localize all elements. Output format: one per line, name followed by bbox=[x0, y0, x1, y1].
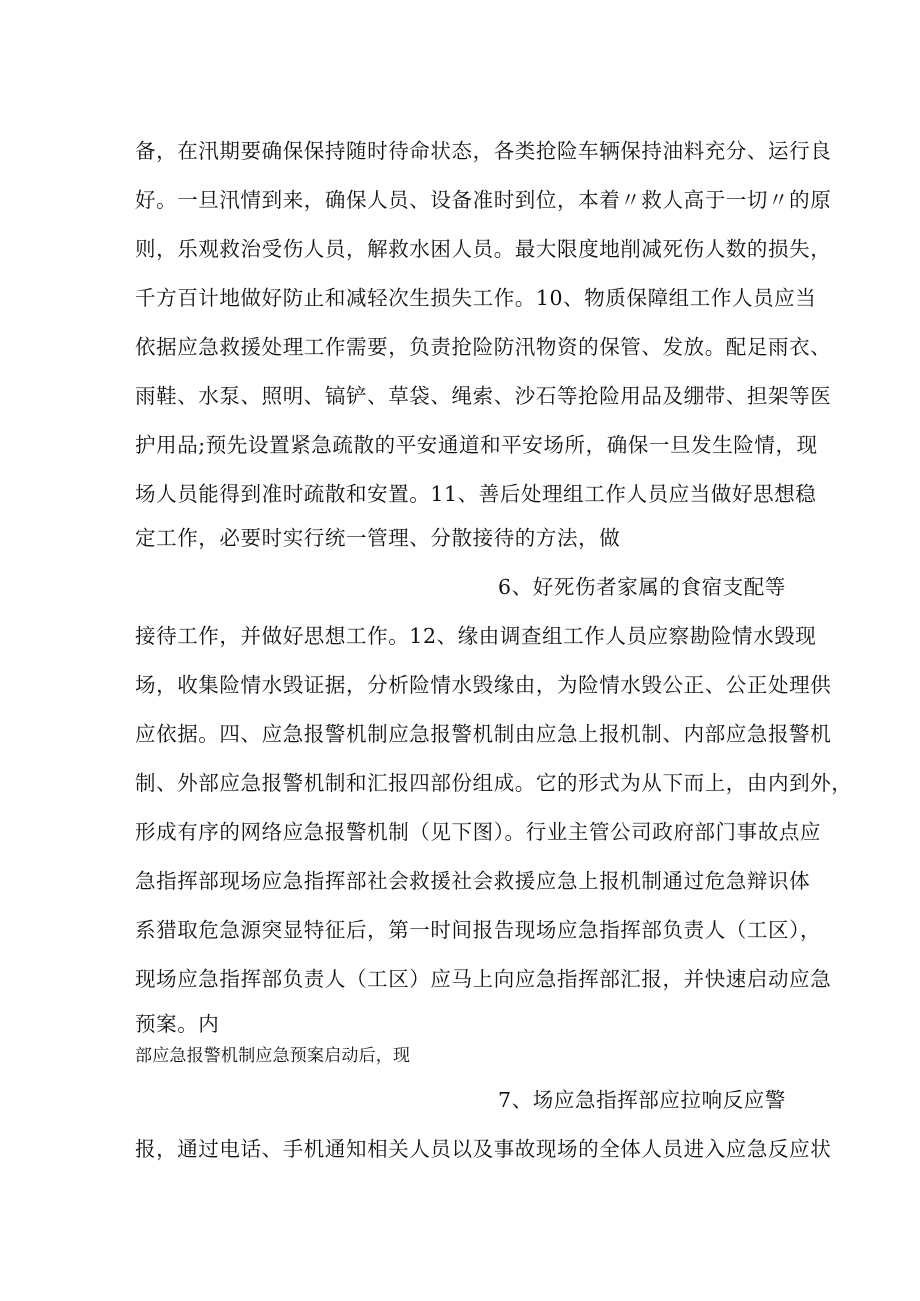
text-line: 雨鞋、水泵、照明、镐铲、草袋、绳索、沙石等抢险用品及绷带、担架等医 bbox=[135, 384, 832, 408]
text-line: 报，通过电话、手机通知相关人员以及事故现场的全体人员进入应急反应状 bbox=[135, 1137, 832, 1161]
text-line: 场，收集险情水毁证据，分析险情水毁缘由，为险情水毁公正、公正处理供 bbox=[135, 673, 832, 697]
text-line: 系猎取危急源突显特征后，第一时间报告现场应急指挥部负责人（工区）， bbox=[135, 918, 822, 942]
text-line: 接待工作，并做好思想工作。12、缘由调查组工作人员应察勘险情水毁现 bbox=[135, 624, 817, 648]
text-line: 形成有序的网络应急报警机制（见下图）。行业主管公司政府部门事故点应 bbox=[135, 820, 822, 844]
text-line: 千方百计地做好防止和减轻次生损失工作。10、物质保障组工作人员应当 bbox=[135, 286, 817, 310]
text-line: 制、外部应急报警机制和汇报四部份组成。它的形式为从下而上，由内到外， bbox=[135, 771, 853, 795]
text-line: 好。一旦汛情到来，确保人员、设备准时到位，本着〃救人高于一切〃的原 bbox=[135, 188, 832, 212]
text-line: 应依据。四、应急报警机制应急报警机制由应急上报机制、内部应急报警机 bbox=[135, 722, 832, 746]
text-line: 护用品;预先设置紧急疏散的平安通道和平安场所，确保一旦发生险情，现 bbox=[135, 433, 818, 457]
section-marker-7: 7、场应急指挥部应拉响反应警 bbox=[498, 1088, 786, 1112]
text-line: 急指挥部现场应急指挥部社会救援社会救援应急上报机制通过危急辩识体 bbox=[135, 869, 811, 893]
text-line: 则，乐观救治受伤人员，解救水困人员。最大限度地削减死伤人数的损失， bbox=[135, 237, 832, 261]
text-line: 现场应急指挥部负责人（工区）应马上向应急指挥部汇报，并快速启动应急 bbox=[135, 967, 832, 991]
text-line: 备，在汛期要确保保持随时待命状态，各类抢险车辆保持油料充分、运行良 bbox=[135, 139, 832, 163]
text-line-small: 部应急报警机制应急预案启动后，现 bbox=[135, 1046, 411, 1066]
section-marker-6: 6、好死伤者家属的食宿支配等 bbox=[498, 575, 786, 599]
text-line: 场人员能得到准时疏散和安置。11、善后处理组工作人员应当做好思想稳 bbox=[135, 482, 817, 506]
text-line: 定工作，必要时实行统一管理、分散接待的方法，做 bbox=[135, 526, 621, 550]
text-line: 预案。内 bbox=[135, 1012, 220, 1036]
text-line: 依据应急救援处理工作需要，负责抢险防汛物资的保管、发放。配足雨衣、 bbox=[135, 335, 832, 359]
